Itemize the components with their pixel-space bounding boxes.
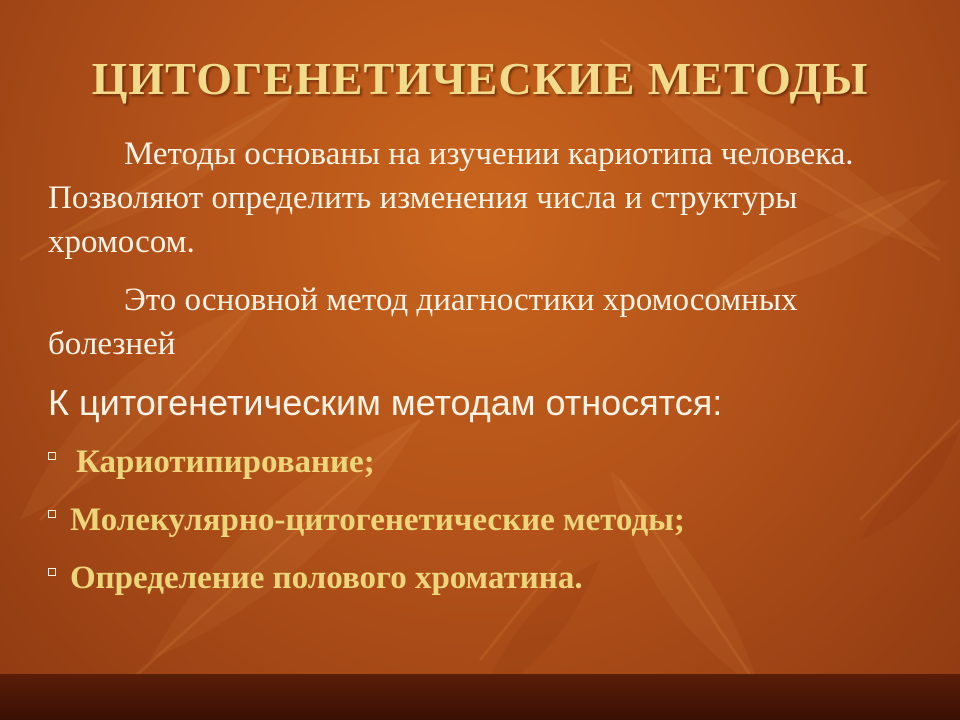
paragraph-karyotype: Методы основаны на изучении кариотипа человека. Позволяют определить изменения числа и структуры хромосом. [48, 136, 854, 260]
methods-list [48, 444, 685, 618]
slide-title: ЦИТОГЕНЕТИЧЕСКИЕ МЕТОДЫ [91, 53, 869, 104]
methods-lead-text: К цитогенетическим методам относятся: [48, 382, 723, 423]
hollow-square-icon [48, 510, 56, 518]
list-item-label: Молекулярно-цитогенетические методы; [70, 502, 685, 538]
hollow-square-icon [48, 568, 56, 576]
paragraph-diagnostics: Это основной метод диагностики хромосомных болезней [48, 282, 798, 362]
list-item [48, 560, 685, 618]
list-item [48, 502, 685, 560]
list-item [48, 444, 685, 502]
hollow-square-icon [48, 452, 56, 460]
list-item-label: Определение полового хроматина. [70, 560, 583, 596]
list-item-label: Кариотипирование; [76, 444, 375, 480]
